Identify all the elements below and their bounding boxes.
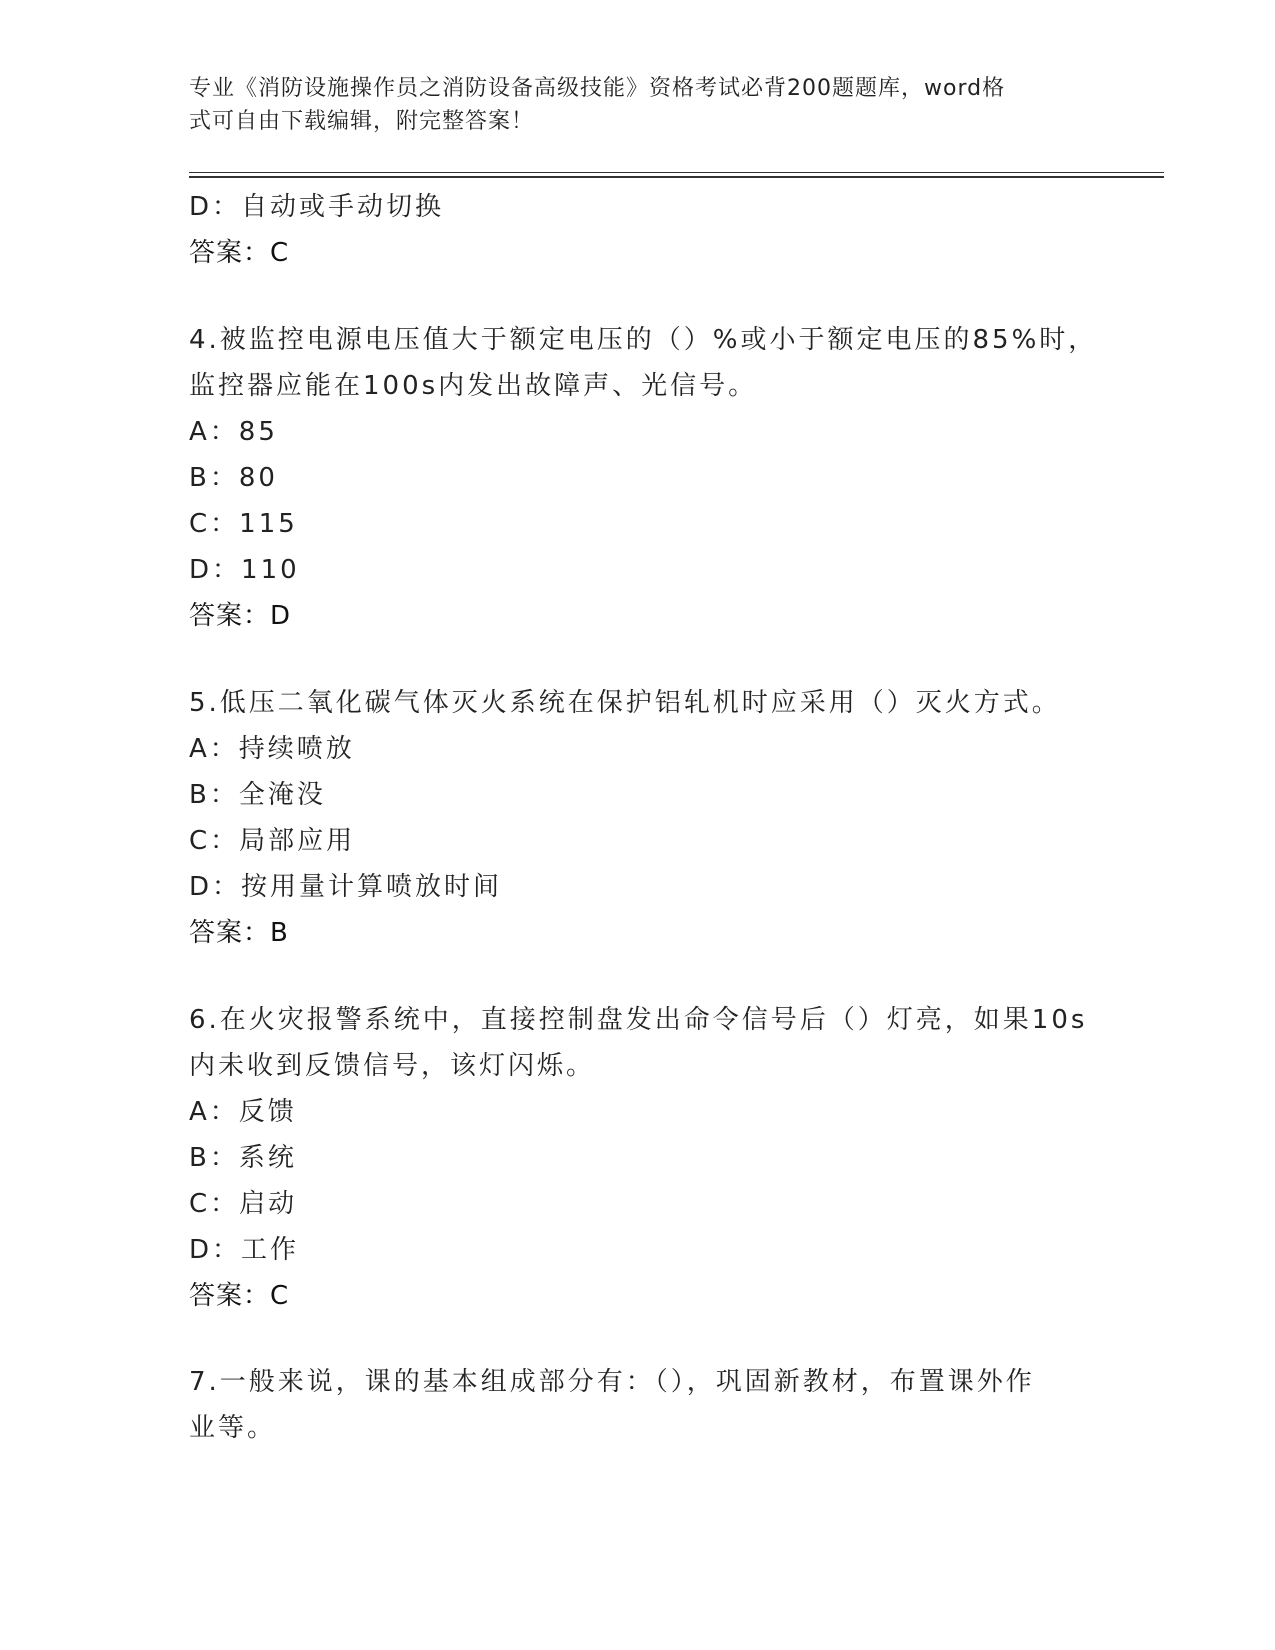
question-stem: 7.一般来说，课的基本组成部分有：（），巩固新教材，布置课外作: [189, 1367, 1035, 1397]
option-b: B：80: [189, 463, 278, 493]
answer-line: 答案：C: [189, 1281, 290, 1311]
question-list: [189, 184, 1098, 1451]
answer-line: 答案：D: [189, 601, 292, 631]
question-block-5: [189, 680, 1089, 956]
option-b: B：系统: [189, 1143, 297, 1173]
document-header: [189, 72, 1079, 138]
answer-line: 答案：C: [189, 238, 290, 268]
question-stem-continued: 业等。: [189, 1413, 277, 1443]
question-stem: 6.在火灾报警系统中，直接控制盘发出命令信号后（）灯亮，如果10s: [189, 1005, 1088, 1035]
header-line-1: 专业《消防设施操作员之消防设备高级技能》资格考试必背200题题库，word格: [189, 76, 1006, 101]
option-b: B：全淹没: [189, 780, 326, 810]
option-a: A：持续喷放: [189, 734, 355, 764]
question-stem: 5.低压二氧化碳气体灭火系统在保护铝轧机时应采用（）灭火方式。: [189, 688, 1061, 718]
question-stem-continued: 监控器应能在100s内发出故障声、光信号。: [189, 371, 758, 401]
answer-line: 答案：B: [189, 918, 289, 948]
option-a: A：85: [189, 417, 278, 447]
option-c: C：局部应用: [189, 826, 356, 856]
option-d: D：自动或手动切换: [189, 192, 445, 222]
question-stem: 4.被监控电源电压值大于额定电压的（）%或小于额定电压的85%时，: [189, 325, 1098, 355]
question-stem-continued: 内未收到反馈信号，该灯闪烁。: [189, 1051, 596, 1081]
question-block-7: [189, 1359, 1089, 1451]
option-d: D：工作: [189, 1235, 300, 1265]
header-divider-thick: [189, 176, 1164, 178]
option-d: D：按用量计算喷放时间: [189, 872, 503, 902]
option-a: A：反馈: [189, 1097, 297, 1127]
option-d: D：110: [189, 555, 300, 585]
option-c: C：115: [189, 509, 298, 539]
question-block-prev: [189, 184, 1089, 276]
question-block-6: [189, 997, 1089, 1319]
option-c: C：启动: [189, 1189, 298, 1219]
header-divider-thin: [189, 172, 1164, 173]
question-block-4: [189, 317, 1098, 639]
header-line-2: 式可自由下载编辑，附完整答案！: [189, 109, 535, 134]
